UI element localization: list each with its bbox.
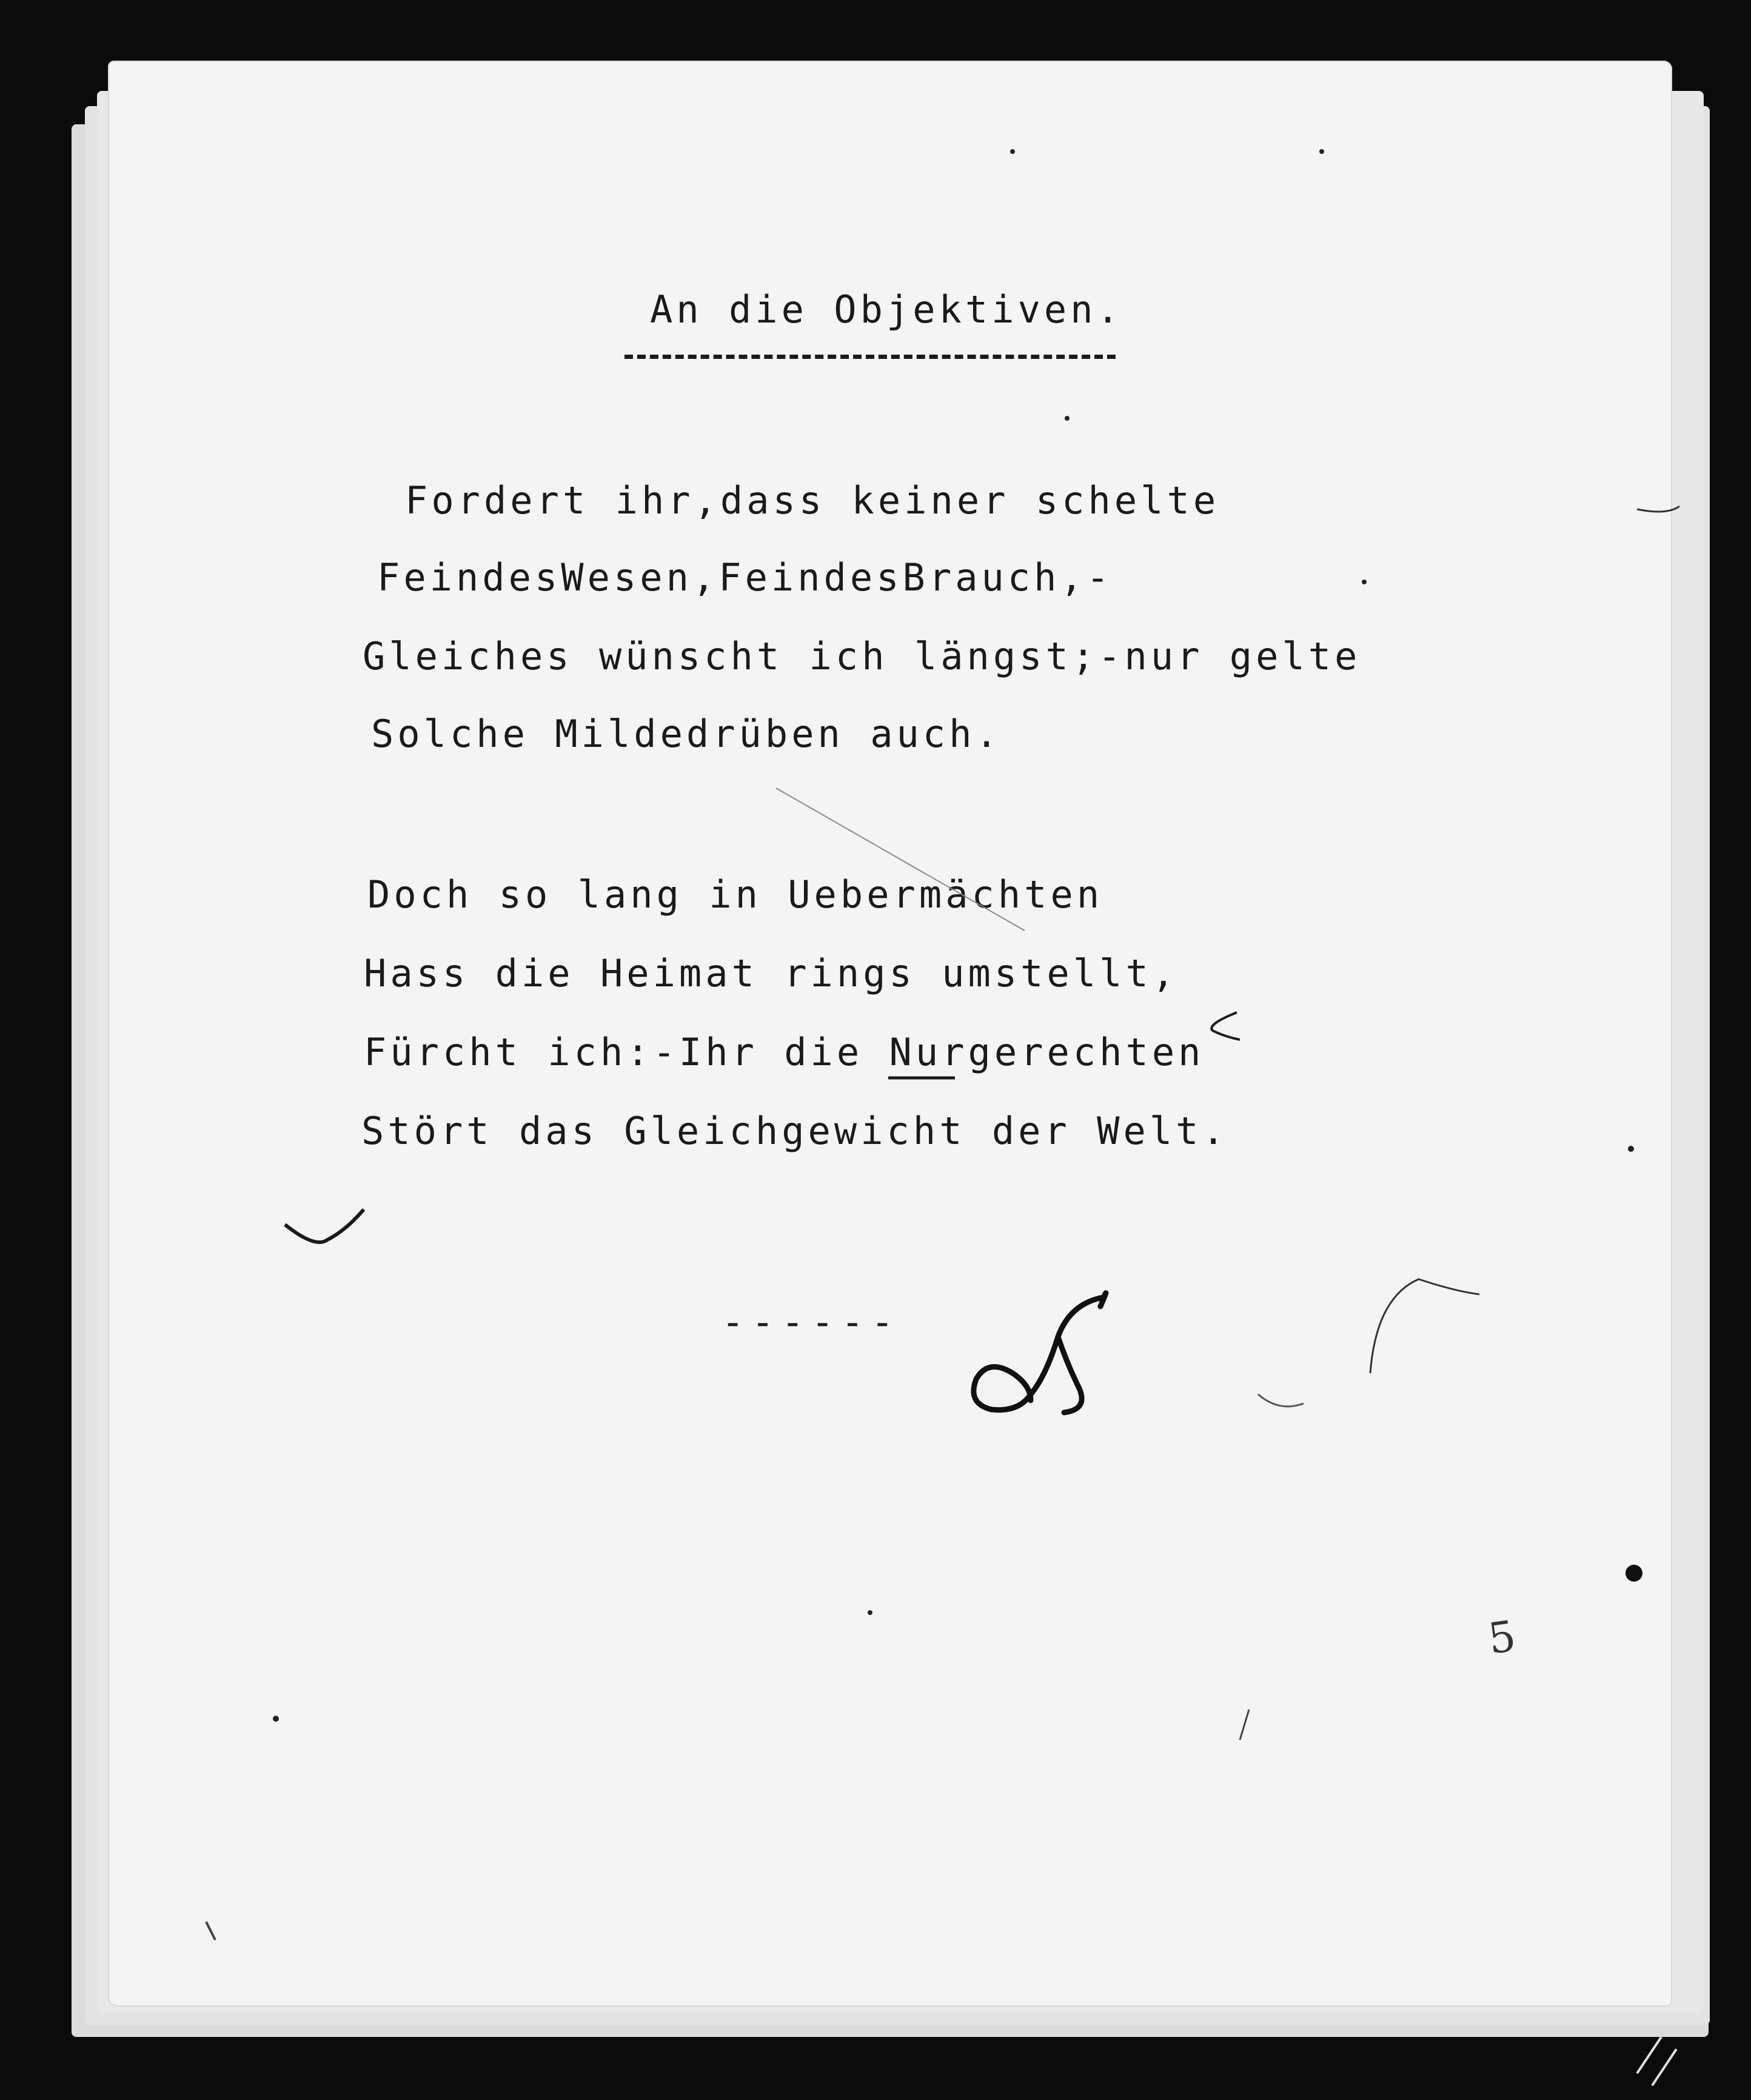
- poem-line: Doch so lang in Uebermächten: [367, 872, 1103, 917]
- poem-line: Hass die Heimat rings umstellt,: [364, 951, 1179, 995]
- page-number: 5: [1485, 1611, 1519, 1664]
- poem-line: Fordert ihr,dass keiner schelte: [405, 478, 1220, 523]
- poem-title: An die Objektiven.: [650, 287, 1123, 332]
- poem-line: FeindesWesen,FeindesBrauch,-: [377, 555, 1113, 600]
- poem-line: Fürcht ich:-Ihr die Nurgerechten: [364, 1030, 1205, 1074]
- pen-stroke: [1637, 2037, 1676, 2085]
- poem-line: Solche Mildedrüben auch.: [371, 712, 1002, 756]
- poem-line: Gleiches wünscht ich längst;-nur gelte: [363, 634, 1361, 678]
- poem-line: Stört das Gleichgewicht der Welt.: [361, 1109, 1228, 1153]
- closing-dash-rule: ------: [721, 1300, 901, 1344]
- title-underline: [624, 355, 1116, 359]
